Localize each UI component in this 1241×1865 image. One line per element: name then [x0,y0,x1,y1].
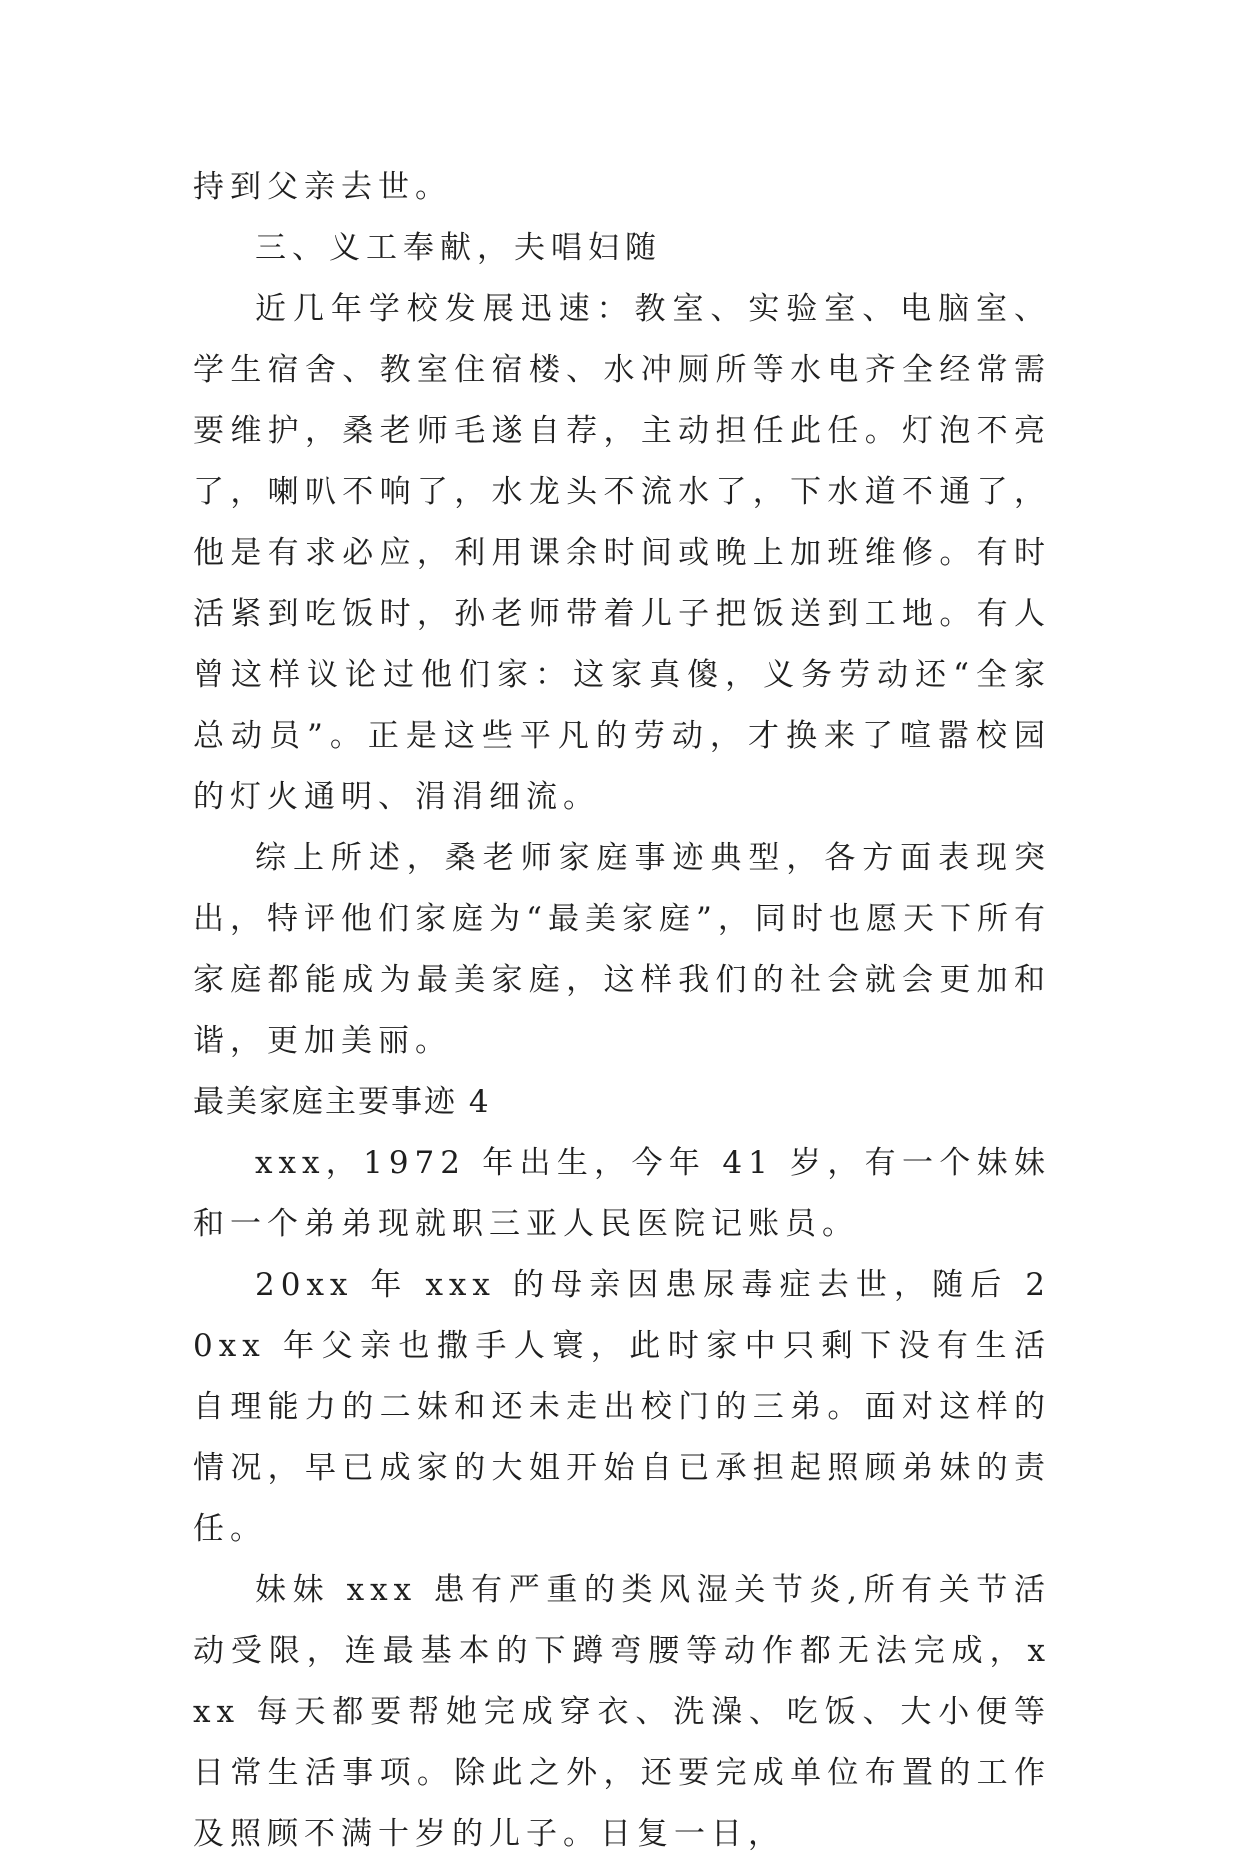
section-heading: 最美家庭主要事迹 4 [193,1084,491,1120]
document-body [193,157,1051,1865]
paragraph: 近几年学校发展迅速：教室、实验室、电脑室、学生宿舍、教室住宿楼、水冲厕所等水电齐全经常需要维护，桑老师毛遂自荐，主动担任此任。灯泡不亮了，喇叭不响了，水龙头不流水了，下水道不通了，他是有求必应，利用课余时间或晚上加班维修。有时活紧到吃饭时，孙老师带着儿子把饭送到工地。有人曾这样议论过他们家：这家真傻，义务劳动还“全家总动员”。正是这些平凡的劳动，才换来了喧嚣校园的灯火通明、涓涓细流。 [193,291,1051,815]
paragraph: 20xx 年 xxx 的母亲因患尿毒症去世，随后 20xx 年父亲也撒手人寰，此时家中只剩下没有生活自理能力的二妹和还未走出校门的三弟。面对这样的情况，早已成家的大姐开始自已承担起照顾弟妹的责任。 [193,1267,1051,1547]
paragraph: 综上所述，桑老师家庭事迹典型，各方面表现突出，特评他们家庭为“最美家庭”，同时也愿天下所有家庭都能成为最美家庭，这样我们的社会就会更加和谐，更加美丽。 [193,840,1051,1059]
paragraph: 持到父亲去世。 [193,169,452,205]
paragraph: xxx，1972 年出生，今年 41 岁，有一个妹妹和一个弟弟现就职三亚人民医院记账员。 [193,1145,1051,1242]
paragraph: 妹妹 xxx 患有严重的类风湿关节炎,所有关节活动受限，连最基本的下蹲弯腰等动作都无法完成，xxx 每天都要帮她完成穿衣、洗澡、吃饭、大小便等日常生活事项。除此之外，还要完成单位布置的工作及照顾不满十岁的儿子。日复一日， [193,1572,1051,1852]
subsection-heading: 三、义工奉献，夫唱妇随 [255,230,662,266]
